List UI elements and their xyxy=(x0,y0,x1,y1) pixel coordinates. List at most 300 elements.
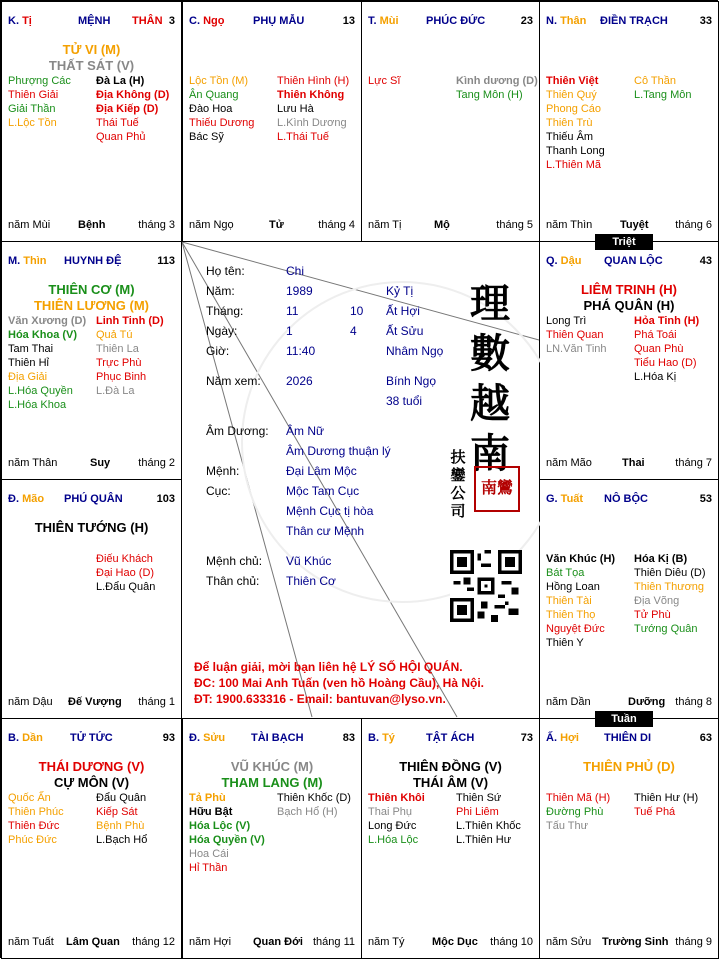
palace-thin-huynh-de[interactable] xyxy=(1,241,182,480)
palace-header xyxy=(8,493,175,509)
minor-star: Địa Võng xyxy=(634,595,680,607)
palace-stem: Q. xyxy=(546,255,561,267)
palace-name: TÀI BẠCH xyxy=(251,732,304,744)
palace-mao-phu-quan[interactable] xyxy=(1,479,182,719)
minor-stars-right xyxy=(96,552,155,594)
palace-header xyxy=(546,493,712,509)
palace-stem: T. xyxy=(368,15,380,27)
minor-stars-right xyxy=(634,314,699,384)
footer-month: tháng 3 xyxy=(138,219,175,231)
palace-footer xyxy=(189,219,355,233)
minor-star: Bạch Hổ (H) xyxy=(277,806,338,818)
minor-star: Long Đức xyxy=(368,820,417,832)
footer-phase: Thai xyxy=(622,457,645,469)
footer-year: năm Mão xyxy=(546,457,592,469)
footer-month: tháng 10 xyxy=(490,936,533,948)
minor-star: Tả Phù xyxy=(189,792,226,804)
footer-month: tháng 2 xyxy=(138,457,175,469)
palace-header xyxy=(546,15,712,31)
palace-number: 23 xyxy=(520,15,533,27)
minor-star: L.Đẩu Quân xyxy=(96,581,156,593)
palace-number: 83 xyxy=(342,732,355,744)
minor-star: Thiên Khốc (D) xyxy=(277,792,351,804)
palace-name: PHÚ QUÂN xyxy=(64,493,123,505)
palace-name: MỆNH xyxy=(78,15,111,27)
ho-ten-value: Chi xyxy=(286,264,305,278)
palace-name: TỬ TỨC xyxy=(70,732,113,744)
palace-can-chi xyxy=(368,732,395,744)
ngay-am: 4 xyxy=(350,324,357,338)
palace-footer xyxy=(546,457,712,471)
palace-branch: Mùi xyxy=(379,15,399,27)
contact-phone-email[interactable]: ĐT: 1900.633316 - Email: bantuvan@lyso.vn. xyxy=(194,692,446,706)
minor-star: Thanh Long xyxy=(546,145,605,157)
footer-month: tháng 8 xyxy=(675,696,712,708)
minor-stars-right xyxy=(456,74,538,102)
main-star: THIÊN PHỦ (D) xyxy=(583,759,675,774)
cuc-ty-hoa: Mệnh Cục tị hòa xyxy=(286,504,374,518)
minor-star: Quốc Ấn xyxy=(8,792,51,804)
minor-stars-right xyxy=(96,314,164,398)
minor-star: L.Kình Dương xyxy=(277,117,347,129)
palace-dan-tu-tuc[interactable] xyxy=(1,718,182,959)
minor-star: Tử Phù xyxy=(634,609,671,621)
palace-stem: B. xyxy=(368,732,383,744)
minor-star: Thiên Hình (H) xyxy=(277,75,350,87)
minor-star: Thiên Diêu (D) xyxy=(634,567,706,579)
tuoi-value: 38 tuổi xyxy=(386,394,423,408)
palace-header xyxy=(546,255,712,271)
than-chu-value: Thiên Cơ xyxy=(286,574,336,588)
main-star: CỰ MÔN (V) xyxy=(53,775,130,790)
ngay-can-chi: Ất Sửu xyxy=(386,324,424,338)
minor-star: Thiên La xyxy=(96,343,139,355)
qr-code-icon[interactable] xyxy=(450,550,522,622)
palace-stem: Đ. xyxy=(8,493,23,505)
minor-star: Hóa Khoa (V) xyxy=(8,329,78,341)
palace-tuat-no-boc[interactable] xyxy=(539,479,719,719)
footer-phase: Mộ xyxy=(434,219,450,231)
minor-stars-right xyxy=(634,791,698,819)
minor-stars-right xyxy=(96,74,169,144)
palace-can-chi xyxy=(546,732,579,744)
minor-stars-right xyxy=(277,791,351,819)
minor-stars-left xyxy=(368,791,425,847)
nam-can-chi: Kỷ Tị xyxy=(386,284,414,298)
footer-phase: Trường Sinh xyxy=(602,936,669,948)
footer-phase: Đế Vượng xyxy=(68,696,122,708)
palace-footer xyxy=(8,936,175,950)
minor-stars-right xyxy=(456,791,521,847)
footer-month: tháng 6 xyxy=(675,219,712,231)
minor-star: Hỏa Tinh (H) xyxy=(634,315,700,327)
minor-star: Phượng Các xyxy=(8,75,71,87)
minor-stars-right xyxy=(634,74,691,102)
minor-stars-right xyxy=(634,552,706,636)
minor-star: Hóa Quyền (V) xyxy=(189,834,265,846)
gio-can-chi: Nhâm Ngọ xyxy=(386,344,444,358)
minor-star: Phong Cáo xyxy=(546,103,602,115)
minor-star: Bác Sỹ xyxy=(189,131,224,143)
minor-star: Thiên Quý xyxy=(546,89,597,101)
minor-star: L.Tang Môn xyxy=(634,89,692,101)
menh-label: Mệnh: xyxy=(206,464,240,478)
footer-month: tháng 1 xyxy=(138,696,175,708)
minor-star: Tam Thai xyxy=(8,343,54,355)
minor-star: Thiên Thọ xyxy=(546,609,596,621)
palace-number: 43 xyxy=(699,255,712,267)
footer-phase: Bệnh xyxy=(78,219,106,231)
minor-star: Kình dương (D) xyxy=(456,75,538,87)
palace-branch: Hợi xyxy=(560,732,579,744)
minor-star: Hóa Kị (B) xyxy=(634,553,688,565)
minor-star: Thiên Quan xyxy=(546,329,604,341)
palace-mui-phuc-duc[interactable] xyxy=(361,1,540,242)
footer-month: tháng 4 xyxy=(318,219,355,231)
palace-footer xyxy=(8,696,175,710)
menh-value: Đại Lâm Mộc xyxy=(286,464,357,478)
contact-address: ĐC: 100 Mai Anh Tuấn (ven hồ Hoàng Cầu), Hà Nội. xyxy=(194,676,485,690)
footer-phase: Tử xyxy=(269,219,284,231)
minor-star: Quan Phủ xyxy=(96,131,146,143)
palace-header xyxy=(8,15,175,31)
palace-can-chi xyxy=(368,15,399,27)
palace-branch: Sửu xyxy=(203,732,226,744)
minor-star: L.Hóa Khoa xyxy=(8,399,67,411)
minor-star: Hữu Bật xyxy=(189,806,233,818)
footer-year: năm Thìn xyxy=(546,219,593,231)
footer-year: năm Hợi xyxy=(189,936,232,948)
minor-star: Tướng Quân xyxy=(634,623,698,635)
minor-star: Thiên Y xyxy=(546,637,584,649)
minor-star: L.Hóa Lộc xyxy=(368,834,419,846)
minor-star: Địa Không (D) xyxy=(96,89,170,101)
footer-year: năm Tị xyxy=(368,219,402,231)
thang-am: 10 xyxy=(350,304,364,318)
palace-stem: G. xyxy=(546,493,561,505)
footer-month: tháng 5 xyxy=(496,219,533,231)
palace-branch: Ngọ xyxy=(203,15,225,27)
minor-star: Thiên Đức xyxy=(8,820,60,832)
minor-star: Thiên Việt xyxy=(546,75,599,87)
main-star: THIÊN CƠ (M) xyxy=(48,282,135,297)
main-star: PHÁ QUÂN (H) xyxy=(583,298,675,313)
footer-year: năm Thân xyxy=(8,457,58,469)
ho-ten-label: Họ tên: xyxy=(206,264,245,278)
thang-label: Tháng: xyxy=(206,304,244,318)
palace-can-chi xyxy=(546,15,586,27)
minor-star: L.Thái Tuế xyxy=(277,131,329,143)
palace-header xyxy=(368,732,533,748)
cuc-value: Mộc Tam Cục xyxy=(286,484,360,498)
palace-name: QUAN LỘC xyxy=(604,255,663,267)
logo-char-2: 數 xyxy=(470,330,510,377)
main-star: TỬ VI (M) xyxy=(62,42,121,57)
footer-year: năm Dậu xyxy=(8,696,53,708)
minor-star: Hồng Loan xyxy=(546,581,600,593)
minor-star: Đường Phù xyxy=(546,806,604,818)
minor-star: Bệnh Phù xyxy=(96,820,145,832)
minor-stars-left xyxy=(8,791,64,847)
footer-year: năm Dần xyxy=(546,696,591,708)
palace-can-chi xyxy=(189,15,224,27)
minor-star: L.Hóa Kị xyxy=(634,371,677,383)
palace-footer xyxy=(8,219,175,233)
palace-number: 93 xyxy=(162,732,175,744)
minor-star: Thiên Hư (H) xyxy=(634,792,699,804)
palace-footer xyxy=(546,219,712,233)
minor-star: L.Lộc Tồn xyxy=(8,117,57,129)
palace-stem: Ấ. xyxy=(546,732,561,744)
minor-stars-left xyxy=(546,314,607,356)
thang-can-chi: Ất Hợi xyxy=(386,304,420,318)
minor-stars-left xyxy=(546,74,605,172)
footer-month: tháng 11 xyxy=(312,936,355,948)
than-marker: THÂN xyxy=(132,15,163,27)
footer-phase: Tuyệt xyxy=(620,219,649,231)
minor-star: Văn Xương (D) xyxy=(8,315,87,327)
minor-star: Nguyệt Đức xyxy=(546,623,605,635)
palace-number: 113 xyxy=(157,255,175,267)
palace-name: PHÚC ĐỨC xyxy=(426,15,486,27)
palace-footer xyxy=(189,936,355,950)
footer-month: tháng 12 xyxy=(132,936,175,948)
palace-can-chi xyxy=(8,732,43,744)
triet-tag: Triệt xyxy=(595,234,653,250)
palace-can-chi xyxy=(8,255,47,267)
footer-year: năm Tý xyxy=(368,936,405,948)
logo-small-1: 扶 xyxy=(450,448,466,466)
minor-star: Phá Toái xyxy=(634,329,677,341)
nam-value: 1989 xyxy=(286,284,313,298)
main-star: THAM LANG (M) xyxy=(221,775,323,790)
minor-star: Linh Tinh (D) xyxy=(96,315,164,327)
minor-star: Ân Quang xyxy=(189,89,239,101)
minor-stars-left xyxy=(189,791,265,875)
palace-header xyxy=(368,15,533,31)
footer-year: năm Mùi xyxy=(8,219,51,231)
minor-stars-left xyxy=(8,314,86,412)
footer-phase: Lâm Quan xyxy=(66,936,120,948)
palace-ty-tat-ach[interactable] xyxy=(361,718,540,959)
minor-star: Đà La (H) xyxy=(96,75,145,87)
nam-xem-can-chi: Bính Ngọ xyxy=(386,374,437,388)
palace-number: 53 xyxy=(699,493,712,505)
palace-name: ĐIỀN TRẠCH xyxy=(600,15,668,27)
palace-footer xyxy=(368,936,533,950)
footer-year: năm Sửu xyxy=(546,936,592,948)
footer-phase: Dưỡng xyxy=(628,696,666,708)
footer-year: năm Ngọ xyxy=(189,219,234,231)
palace-number: 33 xyxy=(699,15,712,27)
minor-star: Thiếu Âm xyxy=(546,131,594,143)
minor-star: Hoa Cái xyxy=(189,848,229,860)
palace-stem: B. xyxy=(8,732,23,744)
footer-month: tháng 7 xyxy=(675,457,712,469)
palace-stem: C. xyxy=(189,15,204,27)
minor-star: Phục Binh xyxy=(96,371,147,383)
minor-star: Tiểu Hao (D) xyxy=(634,357,697,369)
logo-char-1: 理 xyxy=(470,280,510,327)
thang-value: 11 xyxy=(286,304,299,318)
than-cu-menh: Thân cư Mệnh xyxy=(286,524,365,538)
palace-ti-menh[interactable] xyxy=(1,1,182,242)
palace-branch: Tị xyxy=(22,15,32,27)
palace-header xyxy=(8,732,175,748)
main-star: THIÊN LƯƠNG (M) xyxy=(33,298,150,313)
palace-number: 103 xyxy=(156,493,175,505)
minor-star: Hóa Lộc (V) xyxy=(189,820,251,832)
red-seal-stamp: 南鸞 xyxy=(474,466,520,512)
minor-star: Thiên Hỉ xyxy=(8,357,49,369)
main-star: THÁI DƯƠNG (V) xyxy=(38,759,145,774)
gio-value: 11:40 xyxy=(286,344,316,358)
footer-month: tháng 9 xyxy=(675,936,712,948)
am-duong-ly: Âm Dương thuận lý xyxy=(286,444,391,458)
minor-star: L.Thiên Hư xyxy=(456,834,512,846)
palace-can-chi xyxy=(8,15,32,27)
minor-star: Thái Tuế xyxy=(96,117,139,129)
minor-stars-right xyxy=(96,791,147,847)
minor-star: Thiên Sứ xyxy=(456,792,502,804)
minor-star: Quả Tú xyxy=(96,329,133,341)
palace-name: TẬT ÁCH xyxy=(426,732,475,744)
palace-number: 63 xyxy=(699,732,712,744)
main-star: THÁI ÂM (V) xyxy=(412,775,489,790)
palace-hoi-thien-di[interactable] xyxy=(539,718,719,959)
palace-stem: K. xyxy=(8,15,23,27)
palace-number: 3 xyxy=(168,15,175,27)
palace-stem: Đ. xyxy=(189,732,204,744)
minor-star: Hỉ Thần xyxy=(189,862,228,874)
minor-star: L.Đà La xyxy=(96,385,135,397)
ngay-value: 1 xyxy=(286,324,293,338)
minor-star: Thiên Khôi xyxy=(368,792,425,804)
minor-star: Thiên Không xyxy=(277,89,345,101)
minor-star: Bát Tọa xyxy=(546,567,585,579)
palace-ngo-phu-mau[interactable] xyxy=(182,1,362,242)
minor-stars-left xyxy=(189,74,254,144)
minor-star: Địa Kiếp (D) xyxy=(96,103,159,115)
minor-star: Phi Liêm xyxy=(456,806,499,818)
minor-star: Thiên Tài xyxy=(546,595,592,607)
palace-footer xyxy=(368,219,533,233)
palace-can-chi xyxy=(189,732,225,744)
footer-year: năm Tuất xyxy=(8,936,54,948)
palace-name: NÔ BỘC xyxy=(604,493,648,505)
minor-stars-left xyxy=(546,791,610,833)
palace-suu-tai-bach[interactable] xyxy=(182,718,362,959)
palace-footer xyxy=(546,696,712,710)
minor-stars-left xyxy=(546,552,615,650)
palace-branch: Dần xyxy=(22,732,43,744)
palace-number: 13 xyxy=(342,15,355,27)
minor-star: Lực Sĩ xyxy=(368,75,401,87)
minor-star: Đào Hoa xyxy=(189,103,233,115)
menh-chu-label: Mệnh chủ: xyxy=(206,554,263,568)
tuan-tag: Tuần xyxy=(595,711,653,727)
minor-star: Lộc Tồn (M) xyxy=(189,75,249,87)
am-duong-value: Âm Nữ xyxy=(286,424,325,438)
palace-branch: Tuất xyxy=(560,493,584,505)
minor-star: Thai Phụ xyxy=(368,806,413,818)
palace-name: THIÊN DI xyxy=(604,732,652,744)
minor-star: Quan Phù xyxy=(634,343,684,355)
minor-star: L.Thiên Khốc xyxy=(456,820,521,832)
minor-star: Đẩu Quân xyxy=(96,792,147,804)
minor-star: Thiếu Dương xyxy=(189,117,255,129)
cuc-label: Cục: xyxy=(206,484,231,498)
minor-star: Thiên Phúc xyxy=(8,806,64,818)
palace-than-dien-trach[interactable] xyxy=(539,1,719,242)
minor-star: Trực Phù xyxy=(96,357,142,369)
am-duong-label: Âm Dương: xyxy=(206,424,269,438)
palace-can-chi xyxy=(546,255,581,267)
palace-stem: M. xyxy=(8,255,24,267)
menh-chu-value: Vũ Khúc xyxy=(286,554,332,568)
minor-star: Điếu Khách xyxy=(96,553,153,565)
minor-star: L.Thiên Mã xyxy=(546,159,602,171)
palace-can-chi xyxy=(546,493,583,505)
minor-star: Địa Giải xyxy=(8,371,48,383)
minor-star: Giải Thần xyxy=(8,103,56,115)
main-star: THIÊN TƯỚNG (H) xyxy=(34,520,149,535)
footer-phase: Mộc Dục xyxy=(432,936,478,948)
main-star: LIÊM TRINH (H) xyxy=(580,282,678,297)
palace-can-chi xyxy=(8,493,44,505)
main-star: VŨ KHÚC (M) xyxy=(230,759,314,774)
minor-star: Thiên Thương xyxy=(634,581,705,593)
palace-number: 73 xyxy=(520,732,533,744)
logo-char-3: 越 xyxy=(470,380,510,427)
minor-stars-left xyxy=(368,74,400,88)
minor-star: L.Hóa Quyền xyxy=(8,385,73,397)
footer-phase: Suy xyxy=(90,457,111,469)
palace-header xyxy=(8,255,175,271)
center-info-panel xyxy=(182,242,540,718)
palace-header xyxy=(546,732,712,748)
main-star: THIÊN ĐỒNG (V) xyxy=(399,759,502,774)
palace-branch: Mão xyxy=(22,493,45,505)
minor-star: L.Bạch Hổ xyxy=(96,834,148,846)
logo-small-3: 公 xyxy=(450,484,466,502)
minor-star: Đại Hao (D) xyxy=(96,567,155,579)
minor-star: Tuế Phá xyxy=(634,806,676,818)
minor-stars-left xyxy=(8,74,71,130)
minor-star: Phúc Đức xyxy=(8,834,57,846)
gio-label: Giờ: xyxy=(206,344,230,358)
nam-xem-label: Năm xem: xyxy=(206,374,261,388)
minor-star: Cô Thần xyxy=(634,75,676,87)
minor-stars-right xyxy=(277,74,349,144)
palace-header xyxy=(189,15,355,31)
palace-stem: N. xyxy=(546,15,561,27)
palace-name: HUYNH ĐỆ xyxy=(64,255,122,267)
logo-small-text xyxy=(450,448,466,520)
palace-branch: Thìn xyxy=(23,255,47,267)
main-star: THẤT SÁT (V) xyxy=(48,58,135,73)
minor-star: Long Trì xyxy=(546,315,587,327)
palace-name: PHỤ MẪU xyxy=(253,15,305,27)
minor-star: Thiên Giải xyxy=(8,89,59,101)
than-chu-label: Thân chủ: xyxy=(206,574,260,588)
minor-star: Văn Khúc (H) xyxy=(546,553,616,565)
minor-star: Lưu Hà xyxy=(277,103,314,115)
palace-branch: Tý xyxy=(382,732,395,744)
minor-star: LN.Văn Tinh xyxy=(546,343,607,355)
palace-dau-quan-loc[interactable] xyxy=(539,241,719,480)
logo-char-4: 南 xyxy=(470,430,510,477)
